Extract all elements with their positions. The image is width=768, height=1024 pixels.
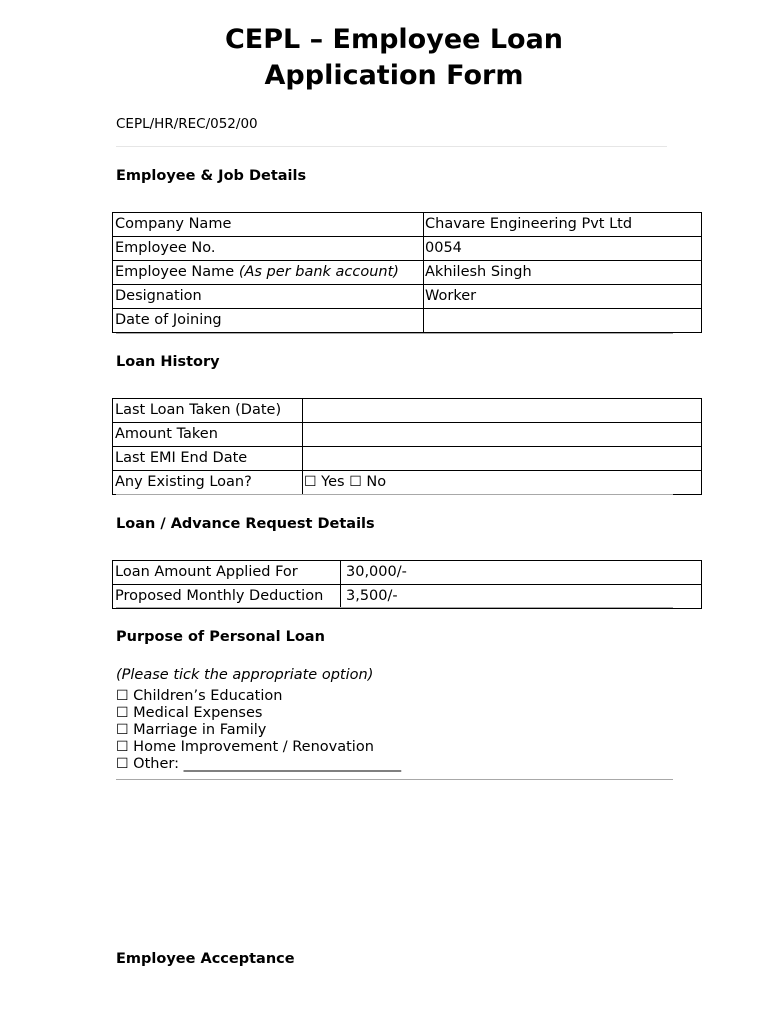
table-row [113,213,702,237]
form-title-line-2: Application Form [264,60,524,91]
checkbox-icon[interactable]: ☐ [116,688,129,704]
employee-name-label: Employee Name (As per bank account) [113,261,424,285]
table-row [113,399,702,423]
checkbox-icon[interactable]: ☐ [116,739,129,755]
employee-name-value[interactable]: Akhilesh Singh [424,261,702,285]
table-row [113,423,702,447]
employee-details-heading: Employee & Job Details [116,168,307,184]
section-divider [116,333,673,334]
document-reference-code: CEPL/HR/REC/052/00 [116,116,258,132]
loan-amount-label: Loan Amount Applied For [113,561,341,585]
table-row [113,261,702,285]
employee-acceptance-heading: Employee Acceptance [116,951,295,967]
existing-loan-label: Any Existing Loan? [113,471,303,495]
purpose-option-other[interactable] [116,756,401,773]
last-loan-date-value[interactable] [303,399,702,423]
employee-number-value[interactable]: 0054 [424,237,702,261]
loan-purpose-instruction: (Please tick the appropriate option) [116,667,374,683]
purpose-option-medical[interactable] [116,705,401,722]
purpose-option-label: Medical Expenses [133,705,263,721]
loan-amount-value[interactable]: 30,000/- [341,561,702,585]
last-emi-end-date-value[interactable] [303,447,702,471]
section-divider [116,607,673,608]
form-title-line-1: CEPL – Employee Loan [224,24,564,55]
amount-taken-value[interactable] [303,423,702,447]
table-row [113,237,702,261]
table-row [113,447,702,471]
last-loan-date-label: Last Loan Taken (Date) [113,399,303,423]
purpose-option-label: Marriage in Family [133,722,267,738]
loan-request-heading: Loan / Advance Request Details [116,516,375,532]
date-of-joining-label: Date of Joining [113,309,424,333]
amount-taken-label: Amount Taken [113,423,303,447]
table-row [113,285,702,309]
checkbox-icon[interactable]: ☐ [116,756,129,772]
designation-value[interactable]: Worker [424,285,702,309]
header-divider [116,146,667,147]
employee-number-label: Employee No. [113,237,424,261]
table-row [113,585,702,609]
employee-details-table [112,212,702,333]
existing-loan-no-label: No [366,474,387,490]
employee-name-note: (As per bank account) [238,264,399,280]
purpose-option-education[interactable] [116,688,401,705]
loan-history-table [112,398,702,495]
monthly-deduction-label: Proposed Monthly Deduction [113,585,341,609]
existing-loan-yes-checkbox[interactable]: ☐ [304,474,317,490]
purpose-option-label: Home Improvement / Renovation [133,739,374,755]
loan-history-heading: Loan History [116,354,220,370]
purpose-option-label: Children’s Education [133,688,283,704]
purpose-option-marriage[interactable] [116,722,401,739]
existing-loan-yes-label: Yes [321,474,345,490]
company-name-label: Company Name [113,213,424,237]
loan-request-table [112,560,702,609]
loan-purpose-options [116,688,401,773]
section-divider [116,779,673,780]
purpose-option-label: Other: ______________________________ [133,756,402,772]
table-row [113,471,702,495]
monthly-deduction-value[interactable]: 3,500/- [341,585,702,609]
loan-purpose-heading: Purpose of Personal Loan [116,629,325,645]
checkbox-icon[interactable]: ☐ [116,722,129,738]
company-name-value[interactable]: Chavare Engineering Pvt Ltd [424,213,702,237]
date-of-joining-value[interactable] [424,309,702,333]
last-emi-end-date-label: Last EMI End Date [113,447,303,471]
section-divider [116,494,673,495]
existing-loan-no-checkbox[interactable]: ☐ [349,474,362,490]
existing-loan-options [303,471,702,495]
designation-label: Designation [113,285,424,309]
purpose-option-home-improvement[interactable] [116,739,401,756]
table-row [113,309,702,333]
table-row [113,561,702,585]
checkbox-icon[interactable]: ☐ [116,705,129,721]
form-title [0,22,768,94]
